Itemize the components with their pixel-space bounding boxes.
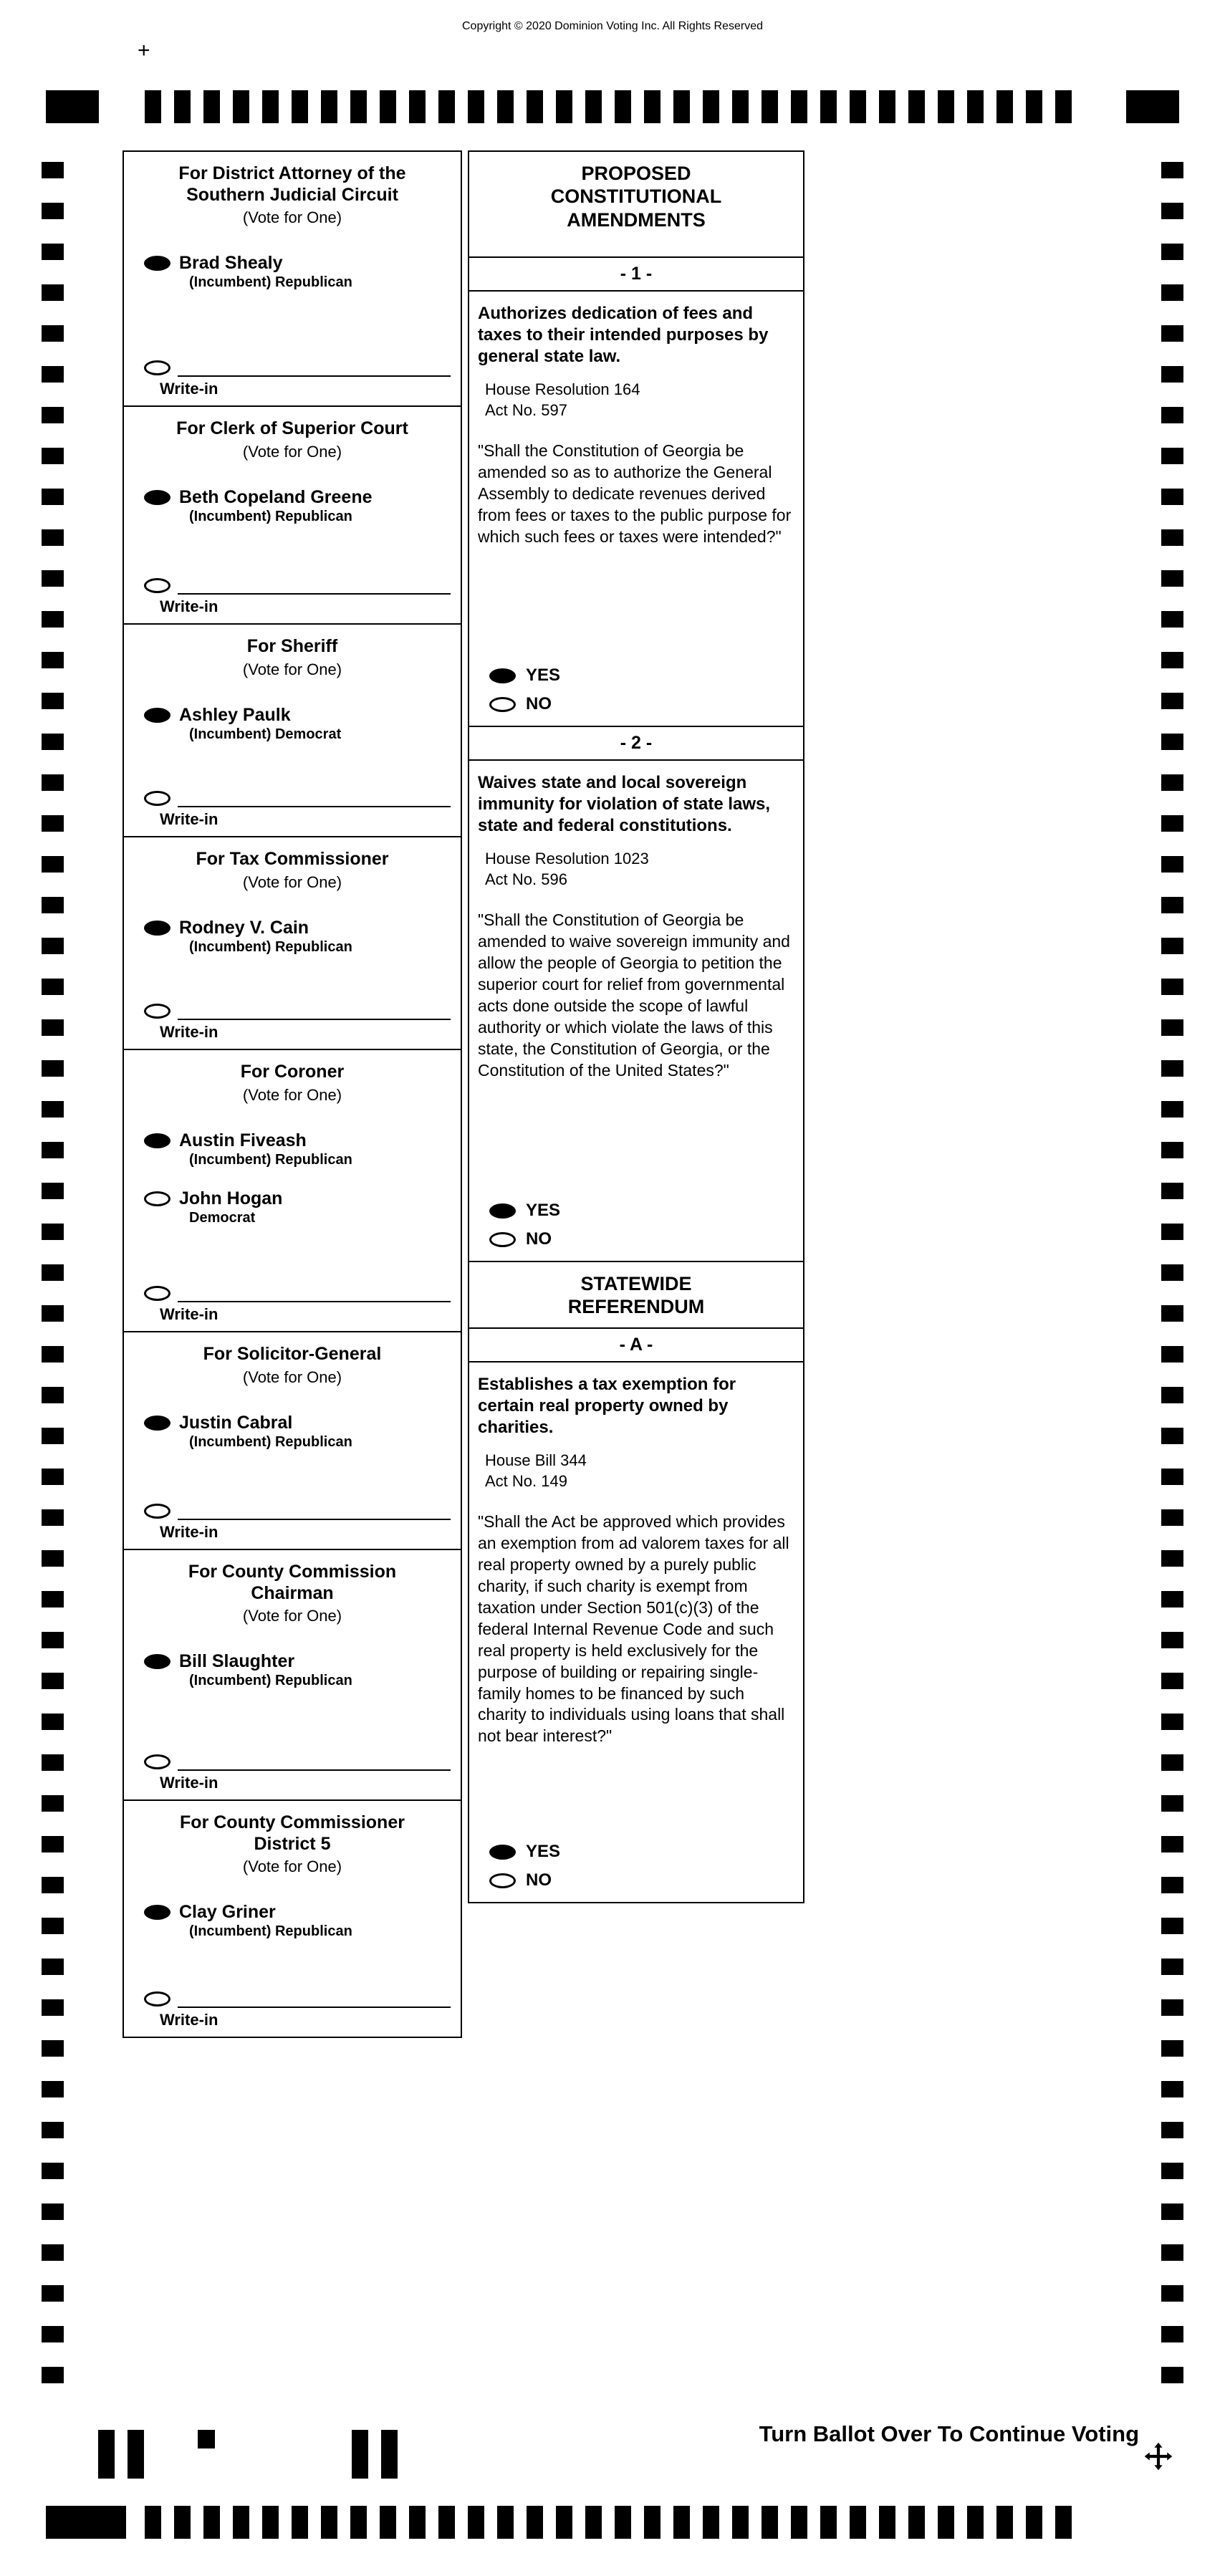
contest-title: For Solicitor-General [203,1344,382,1364]
yes-bubble[interactable] [489,668,516,683]
write-in-label: Write-in [160,2011,218,2029]
ballot-id-mark [198,2430,215,2448]
vote-bubble[interactable] [144,708,170,723]
write-in-row [144,1754,452,1771]
candidate-row [144,1413,452,1452]
candidate-row [144,1188,452,1228]
vote-for-instruction: (Vote for One) [242,208,342,226]
write-in-row [144,360,452,377]
timing-marks-left [42,162,64,2385]
write-in-row [144,1004,452,1020]
write-in-bubble[interactable] [144,1754,170,1769]
write-in-row [144,1286,452,1302]
contest-sheriff [124,625,461,837]
measure-number: - A - [469,1329,803,1363]
candidate-list [144,253,452,292]
write-in-label: Write-in [160,810,218,828]
measure-question: "Shall the Act be approved which provides an exemption from ad valorem taxes for all real property owned by a purely public charity, if such charity is exempt from taxation under Section 501(c)(3) of the federal Internal Revenue Code and such real property is held exclusively for the purpose of building or repairing single-family homes to be financed by such charity to individuals using loans that shall not bear interest?" [478,1512,789,1746]
yes-bubble[interactable] [489,1845,516,1860]
measure-ref-act: Act No. 596 [485,870,567,888]
contest-title: For Clerk of Superior Court [176,418,408,438]
write-in-bubble[interactable] [144,578,170,593]
vote-bubble[interactable] [144,1416,170,1431]
contests-column [123,150,462,2038]
yes-option [489,665,803,686]
write-in-bubble[interactable] [144,360,170,375]
candidate-list [144,918,452,957]
write-in-label: Write-in [160,1523,218,1541]
write-in-area [133,1004,452,1042]
candidate-text [179,253,352,292]
contest-title: For County Commission Chairman [188,1562,397,1603]
candidate-party: (Incumbent) Republican [189,1433,352,1450]
candidate-party: (Incumbent) Republican [189,508,352,524]
turn-ballot-over-text: Turn Ballot Over To Continue Voting [759,2421,1139,2446]
write-in-bubble[interactable] [144,1286,170,1301]
vote-for-instruction: (Vote for One) [242,442,342,461]
contest-district-attorney [124,152,461,407]
measure-refs [485,1451,803,1491]
timing-marks-top [145,90,1072,123]
write-in-row [144,1991,452,2008]
candidate-row [144,705,452,744]
yes-label: YES [526,1842,561,1861]
candidate-list [144,1651,452,1691]
write-in-area [133,1504,452,1542]
referendum-a [469,1329,803,1902]
candidate-party: (Incumbent) Republican [189,1151,352,1168]
measure-summary: Establishes a tax exemption for certain real property owned by charities. [478,1375,736,1437]
no-bubble[interactable] [489,697,516,712]
candidate-list [144,705,452,744]
write-in-area [133,1991,452,2029]
no-label: NO [526,1229,552,1249]
candidate-name: Clay Griner [179,1902,276,1922]
ballot-id-mark [98,2430,115,2479]
yes-label: YES [526,665,561,685]
move-cursor-icon [1143,2441,1173,2471]
vote-bubble[interactable] [144,1905,170,1920]
candidate-text [179,1651,352,1691]
candidate-text [179,705,341,744]
candidate-party: (Incumbent) Republican [189,1673,352,1688]
candidate-row [144,1902,452,1941]
vote-for-instruction: (Vote for One) [242,660,342,678]
statewide-referendum-header-text: STATEWIDE REFERENDUM [567,1273,705,1318]
candidate-text [179,918,352,957]
measure-number: - 2 - [469,727,803,761]
write-in-bubble[interactable] [144,791,170,806]
candidate-party: (Incumbent) Democrat [189,726,342,742]
yes-no-options [489,665,803,714]
write-in-row [144,791,452,807]
amendment-1 [469,258,803,727]
write-in-label: Write-in [160,1023,218,1041]
yes-no-options [489,1842,803,1890]
candidate-name: Beth Copeland Greene [179,486,373,507]
vote-bubble[interactable] [144,490,170,505]
measures-column [468,150,804,1903]
measure-ref-act: Act No. 149 [485,1471,567,1490]
write-in-line[interactable] [178,1759,451,1771]
yes-no-options [489,1201,803,1249]
write-in-line[interactable] [178,796,451,807]
candidate-text [179,1130,352,1170]
candidate-party: (Incumbent) Republican [189,938,352,955]
vote-for-instruction: (Vote for One) [242,1368,342,1386]
measure-ref-bill: House Bill 344 [485,1451,587,1470]
write-in-line[interactable] [178,1996,451,2008]
amendments-header-text: PROPOSED CONSTITUTIONAL AMENDMENTS [550,163,722,231]
write-in-label: Write-in [160,380,218,398]
ballot-id-mark [128,2430,144,2479]
candidate-row [144,918,452,957]
amendment-2 [469,727,803,1262]
write-in-line[interactable] [178,365,451,377]
candidate-name: Ashley Paulk [179,704,291,725]
measure-ref-resolution: House Resolution 164 [485,380,640,399]
vote-for-instruction: (Vote for One) [242,1607,342,1625]
amendments-header [469,152,803,258]
vote-for-instruction: (Vote for One) [242,1857,342,1875]
write-in-bubble[interactable] [144,1991,170,2007]
write-in-area [133,791,452,829]
write-in-area [133,578,452,616]
candidate-row [144,1651,452,1691]
yes-label: YES [526,1201,561,1220]
candidate-name: John Hogan [179,1188,283,1208]
candidate-name: Rodney V. Cain [179,917,309,938]
contest-title: For County Commissioner District 5 [180,1812,405,1854]
measure-number: - 1 - [469,258,803,292]
write-in-label: Write-in [160,597,218,615]
write-in-line[interactable] [178,1291,451,1302]
no-option [489,1870,803,1890]
no-label: NO [526,694,552,713]
vote-bubble[interactable] [144,1133,170,1148]
measure-question: "Shall the Constitution of Georgia be amended so as to authorize the General Assembly to dedicate revenues derived from fees or taxes to the public purpose for which such fees or taxes were intended?" [478,441,792,546]
candidate-list [144,487,452,527]
vote-for-instruction: (Vote for One) [242,873,342,891]
timing-mark-block-top-left [46,90,99,123]
statewide-referendum-header [469,1262,803,1329]
vote-bubble[interactable] [144,921,170,936]
candidate-text [179,1902,352,1941]
measure-summary: Authorizes dedication of fees and taxes to their intended purposes by general state law. [478,304,769,366]
timing-marks-bottom [145,2506,1072,2539]
write-in-bubble[interactable] [144,1004,170,1019]
candidate-list [144,1130,452,1228]
write-in-line[interactable] [178,1009,451,1020]
candidate-text [179,1413,352,1452]
candidate-name: Austin Fiveash [179,1130,307,1150]
measure-refs [485,849,803,890]
write-in-label: Write-in [160,1305,218,1323]
measure-refs [485,380,803,420]
write-in-area [133,1754,452,1792]
write-in-area [133,360,452,398]
no-option [489,694,803,714]
candidate-name: Brad Shealy [179,253,283,273]
measure-ref-resolution: House Resolution 1023 [485,850,649,868]
candidate-row [144,253,452,292]
no-bubble[interactable] [489,1232,516,1247]
candidate-list [144,1413,452,1452]
contest-title: For Tax Commissioner [196,849,389,869]
write-in-area [133,1286,452,1324]
no-label: NO [526,1870,552,1890]
contest-title: For Sheriff [246,636,338,656]
timing-mark-block-top-right [1126,90,1179,123]
candidate-name: Justin Cabral [179,1412,293,1433]
candidate-row [144,487,452,527]
candidate-name: Bill Slaughter [179,1651,295,1671]
measure-ref-act: Act No. 597 [485,400,567,419]
write-in-row [144,578,452,595]
write-in-line[interactable] [178,1509,451,1520]
contest-commissioner-district-5 [124,1801,461,2037]
timing-mark-block-bottom-left [46,2506,126,2539]
candidate-row [144,1130,452,1170]
ballot-id-mark [381,2430,398,2479]
no-option [489,1229,803,1249]
write-in-label: Write-in [160,1774,218,1792]
no-bubble[interactable] [489,1873,516,1888]
vote-bubble[interactable] [144,1191,170,1206]
candidate-party: Democrat [189,1209,256,1226]
measure-question: "Shall the Constitution of Georgia be amended to waive sovereign immunity and allow the people of Georgia to petition the superior court for relief from governmental acts done outside the scope of lawful authority or which violate the laws of this state, the Constitution of Georgia, or the Constitution of the United States?" [478,910,790,1080]
ballot-id-mark [352,2430,368,2479]
vote-bubble[interactable] [144,1654,170,1669]
write-in-bubble[interactable] [144,1504,170,1519]
timing-marks-right [1161,162,1183,2385]
yes-option [489,1842,803,1862]
contest-clerk-superior-court [124,407,461,625]
contest-title: For District Attorney of the Southern Judicial Circuit [178,163,406,205]
candidate-party: (Incumbent) Republican [189,274,352,290]
registration-plus-mark: + [138,39,150,62]
write-in-row [144,1504,452,1520]
contest-solicitor-general [124,1332,461,1550]
contest-title: For Coroner [240,1062,345,1082]
vote-for-instruction: (Vote for One) [242,1085,342,1104]
copyright-text: Copyright © 2020 Dominion Voting Inc. All Rights Reserved [461,20,763,32]
candidate-text [179,1188,282,1228]
candidate-list [144,1902,452,1941]
yes-option [489,1201,803,1221]
vote-bubble[interactable] [144,256,170,271]
write-in-line[interactable] [178,583,451,595]
yes-bubble[interactable] [489,1203,516,1219]
contest-coroner [124,1050,461,1332]
measure-summary: Waives state and local sovereign immunity for violation of state laws, state and federal constitutions. [478,773,771,835]
candidate-text [179,487,373,527]
candidate-party: (Incumbent) Republican [189,1923,352,1939]
contest-tax-commissioner [124,837,461,1050]
contest-commission-chairman [124,1550,461,1801]
